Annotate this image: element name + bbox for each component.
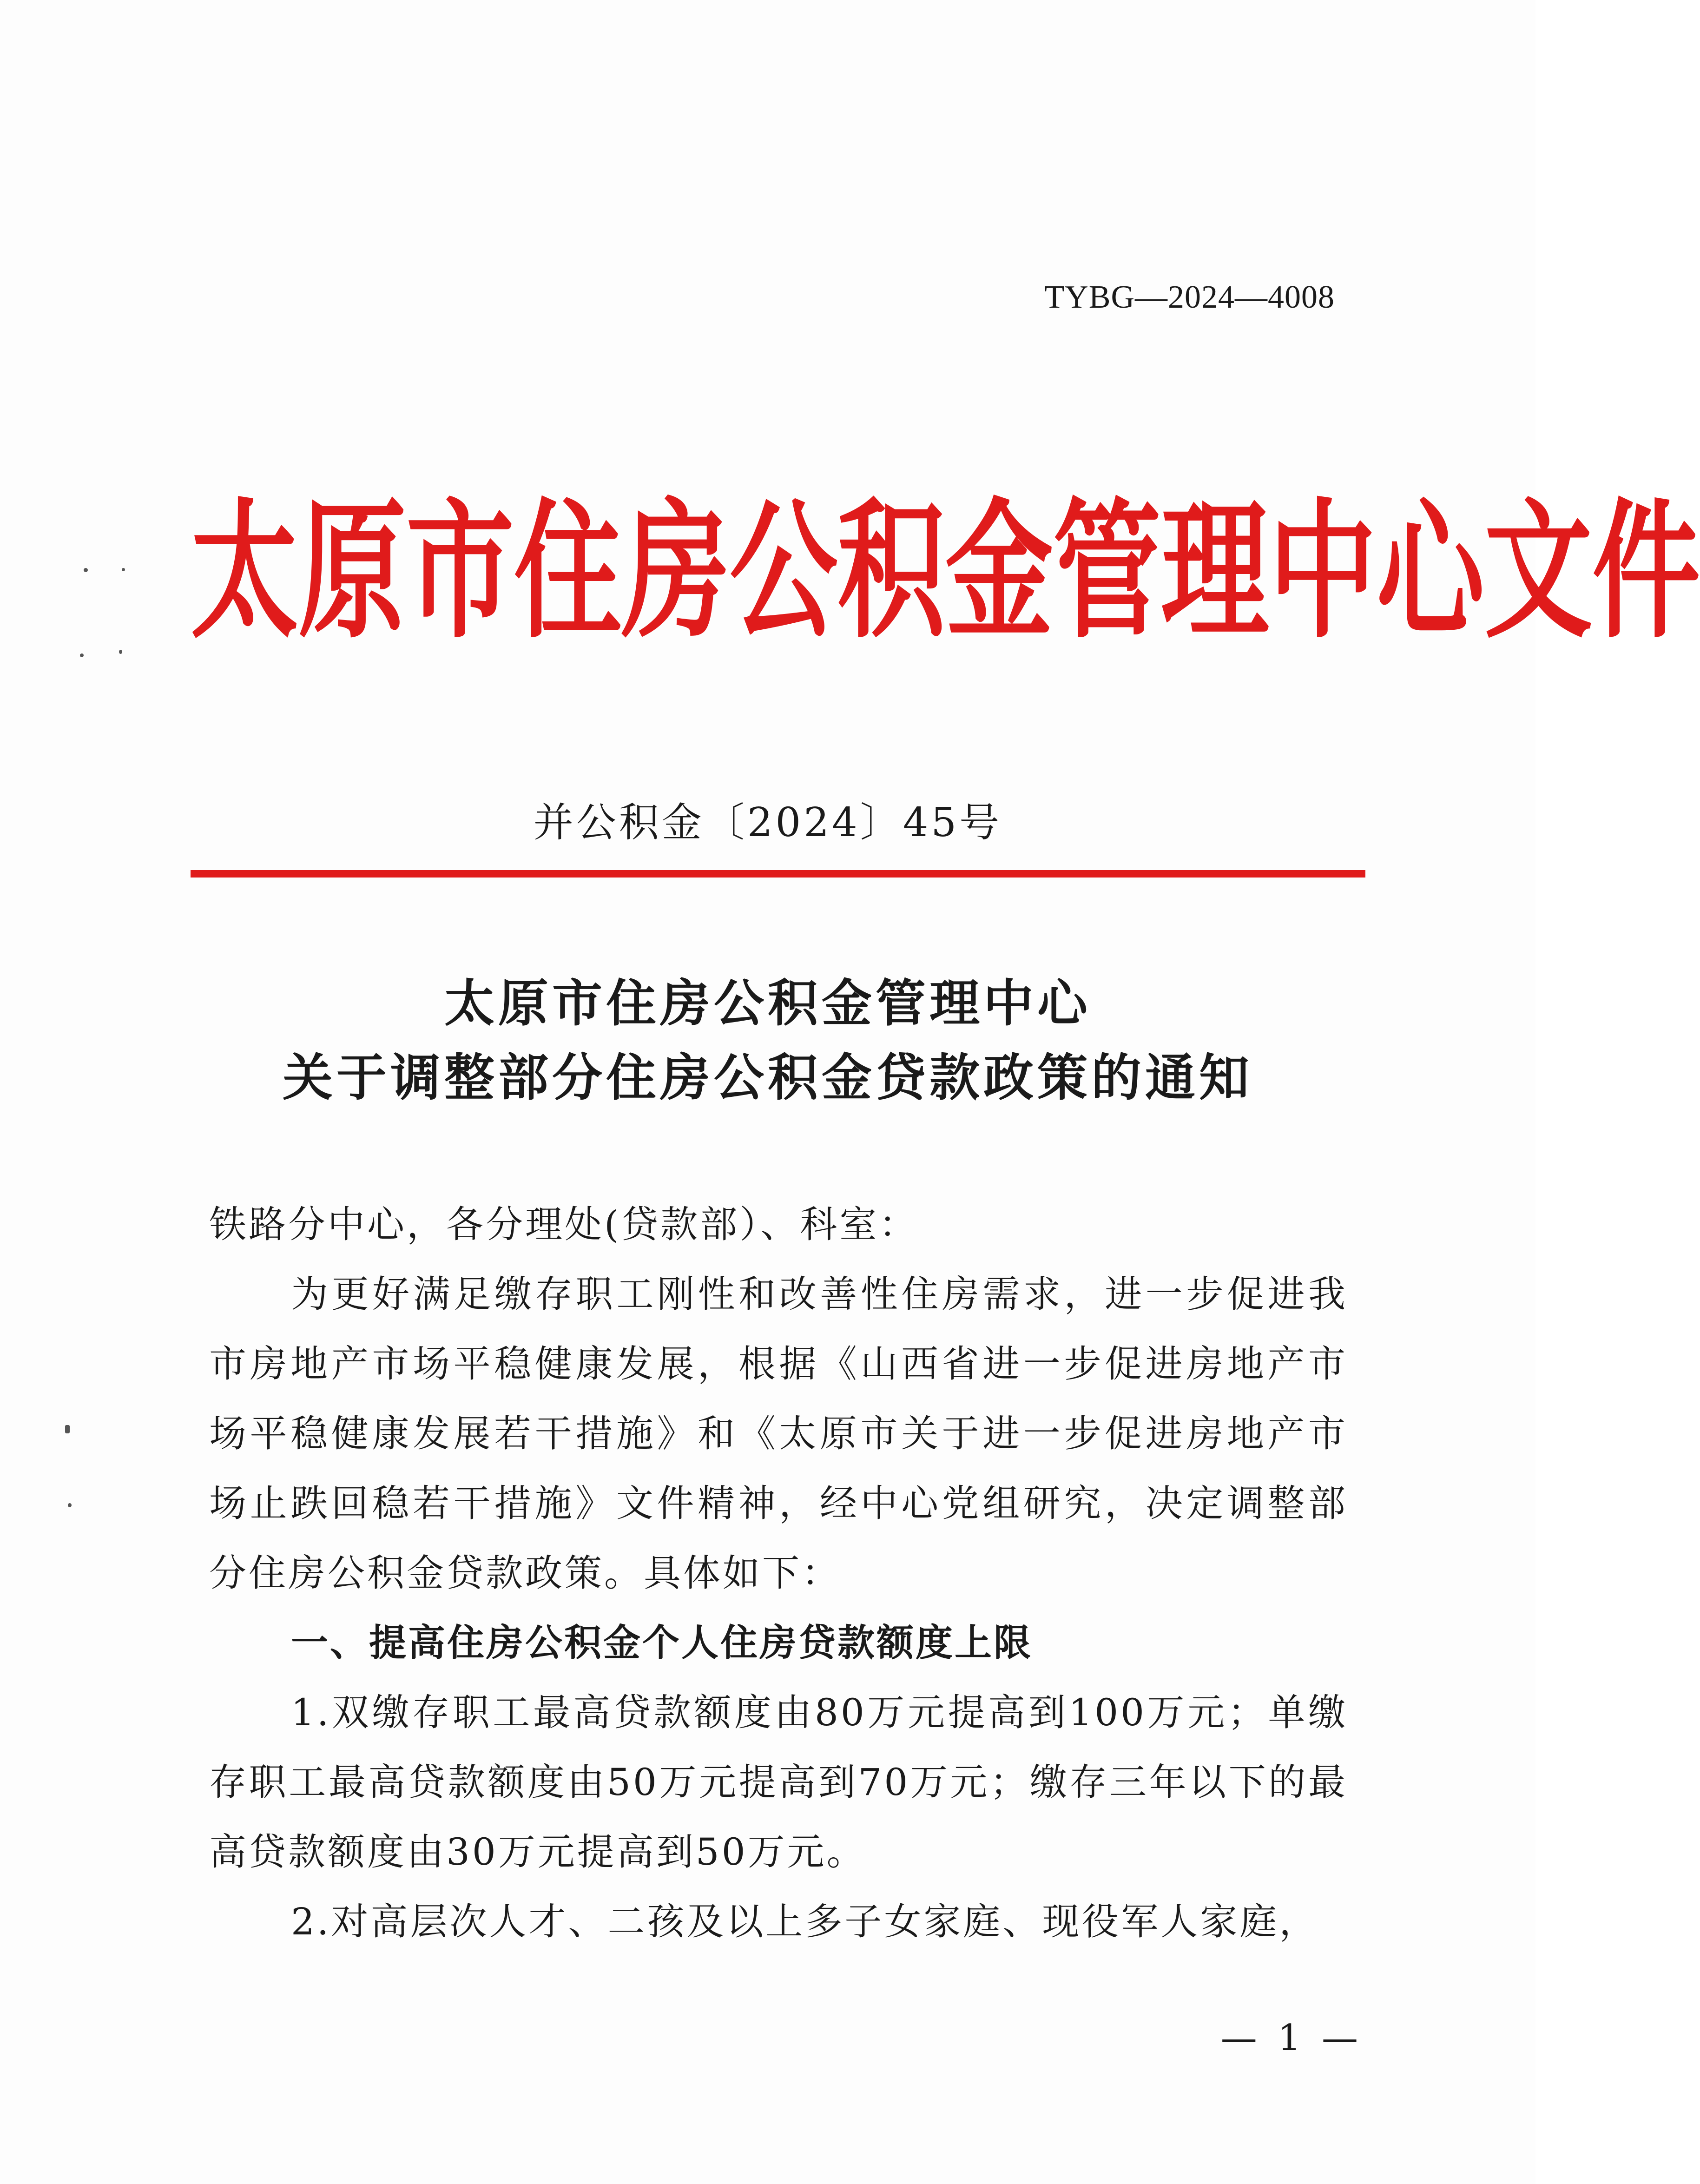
agency-header-char: 公 xyxy=(730,485,838,659)
section-1-heading: 一、提高住房公积金个人住房贷款额度上限 xyxy=(291,1621,1033,1664)
item-1-paragraph: 1.双缴存职工最高贷款额度由80万元提高到100万元；单缴存职工最高贷款额度由50万元提高到70万元；缴存三年以下的最高贷款额度由30万元提高到50万元。 xyxy=(209,1691,1348,1874)
agency-header-char: 心 xyxy=(1377,485,1485,659)
agency-header-char: 住 xyxy=(514,485,622,659)
document-code: TYBG—2024—4008 xyxy=(1044,279,1335,315)
agency-header-char: 文 xyxy=(1484,485,1593,659)
scan-speck xyxy=(84,568,88,572)
agency-header-char: 件 xyxy=(1592,485,1700,659)
scan-speck xyxy=(80,653,84,657)
agency-header-char: 理 xyxy=(1161,485,1269,659)
page-number: — 1 — xyxy=(1220,2017,1363,2059)
agency-header-char: 积 xyxy=(837,485,946,659)
agency-header-char: 太 xyxy=(191,485,299,659)
scan-speck xyxy=(122,568,125,571)
notice-body xyxy=(209,1190,1348,1957)
agency-header-char: 中 xyxy=(1269,485,1377,659)
agency-header-char: 市 xyxy=(406,485,514,659)
recipients-line: 铁路分中心，各分理处(贷款部）、科室： xyxy=(209,1203,919,1246)
scan-speck xyxy=(65,1425,70,1433)
agency-header-char: 原 xyxy=(298,485,407,659)
item-2-paragraph: 2.对高层次人才、二孩及以上多子女家庭、现役军人家庭， xyxy=(291,1900,1319,1943)
agency-header-char: 金 xyxy=(945,485,1054,659)
scan-speck xyxy=(68,1503,72,1507)
agency-header xyxy=(191,437,1700,706)
notice-title-line-2: 关于调整部分住房公积金贷款政策的通知 xyxy=(282,1049,1253,1107)
intro-paragraph: 为更好满足缴存职工刚性和改善性住房需求，进一步促进我市房地产市场平稳健康发展，根据《山西省进一步促进房地产市场平稳健康发展若干措施》和《太原市关于进一步促进房地产市场止跌回稳若干措施》文件精神，经中心党组研究，决定调整部分住房公积金贷款政策。具体如下： xyxy=(209,1273,1348,1595)
notice-title-line-1: 太原市住房公积金管理中心 xyxy=(444,975,1091,1033)
scan-speck xyxy=(119,650,122,654)
document-number: 并公积金〔2024〕45号 xyxy=(533,799,1002,846)
agency-header-char: 管 xyxy=(1053,485,1161,659)
red-divider-line xyxy=(191,870,1365,878)
notice-title xyxy=(0,967,1535,1115)
agency-header-char: 房 xyxy=(622,485,730,659)
